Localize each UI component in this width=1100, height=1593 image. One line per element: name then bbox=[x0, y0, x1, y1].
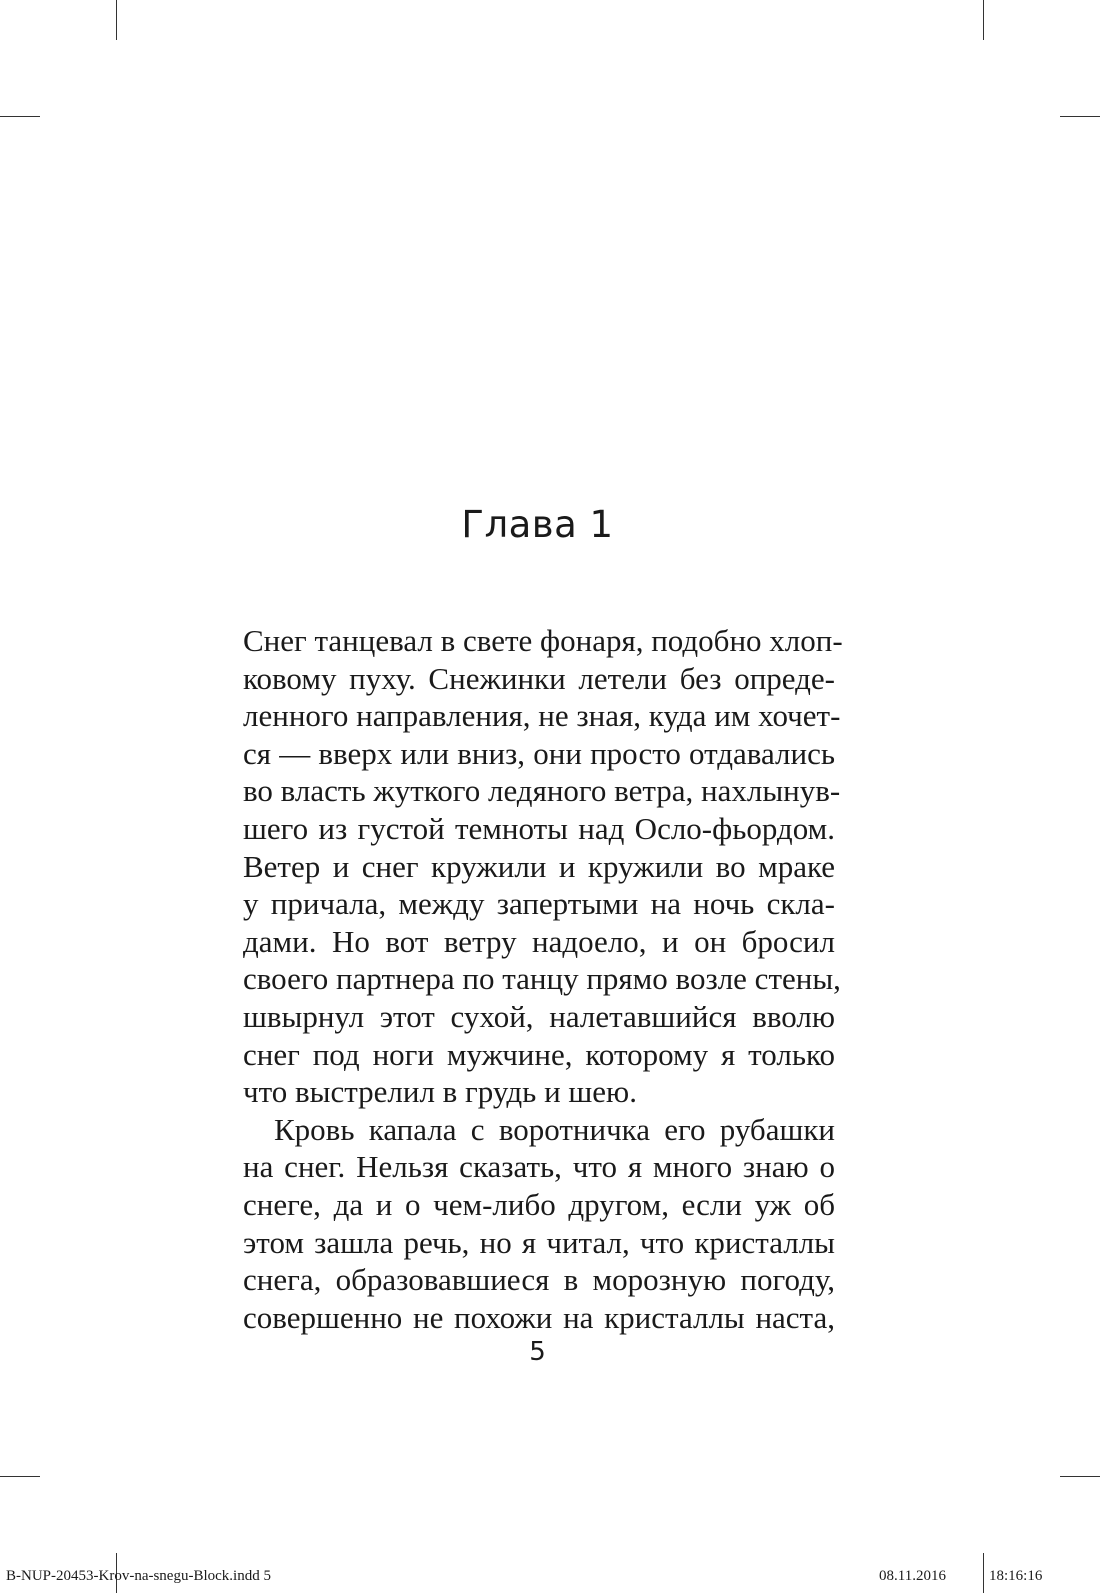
crop-mark bbox=[116, 0, 117, 40]
slug-time: 18:16:16 bbox=[989, 1568, 1043, 1584]
crop-mark bbox=[1060, 1476, 1100, 1477]
text-line: Кровь капала с воротничка его рубашки bbox=[274, 1111, 835, 1147]
chapter-title: Глава 1 bbox=[461, 503, 614, 546]
text-line: своего партнера по танцу прямо возле стены, bbox=[243, 961, 841, 997]
page-number: 5 bbox=[529, 1337, 546, 1367]
slug-file-name: B-NUP-20453-Krov-na-snegu-Block.indd 5 bbox=[6, 1568, 271, 1584]
crop-mark bbox=[983, 0, 984, 40]
crop-mark bbox=[983, 1553, 984, 1593]
text-line: во власть жуткого ледяного ветра, нахлынув- bbox=[243, 773, 841, 809]
text-line: что выстрелил в грудь и шею. bbox=[243, 1074, 637, 1110]
text-line: Снег танцевал в свете фонаря, подобно хлоп- bbox=[243, 623, 843, 658]
text-line: дами. Но вот ветру надоело, и он бросил bbox=[243, 923, 835, 959]
text-line: ленного направления, не зная, куда им хочет- bbox=[243, 698, 841, 734]
paragraph bbox=[243, 622, 843, 1111]
text-line: ся — вверх или вниз, они просто отдавались bbox=[243, 735, 835, 771]
slug-date: 08.11.2016 bbox=[879, 1568, 946, 1584]
text-line: этом зашла речь, но я читал, что кристаллы bbox=[243, 1224, 835, 1260]
text-line: снеге, да и о чем-либо другом, если уж об bbox=[243, 1186, 835, 1222]
text-line: Ветер и снег кружили и кружили во мраке bbox=[243, 848, 835, 884]
text-line: ковому пуху. Снежинки летели без опреде- bbox=[243, 660, 835, 696]
text-line: швырнул этот сухой, налетавшийся вволю bbox=[243, 998, 835, 1034]
text-line: снег под ноги мужчине, которому я только bbox=[243, 1036, 835, 1072]
crop-mark bbox=[1060, 116, 1100, 117]
crop-mark bbox=[0, 116, 40, 117]
text-line: снега, образовавшиеся в морозную погоду, bbox=[243, 1262, 835, 1298]
body-text bbox=[243, 622, 843, 1336]
text-line: совершенно не похожи на кристаллы наста, bbox=[243, 1299, 835, 1335]
paragraph bbox=[243, 1111, 835, 1337]
text-line: у причала, между запертыми на ночь скла- bbox=[243, 886, 835, 922]
text-line: на снег. Нельзя сказать, что я много знаю о bbox=[243, 1149, 835, 1185]
text-line: шего из густой темноты над Осло-фьордом. bbox=[243, 810, 835, 846]
crop-mark bbox=[0, 1476, 40, 1477]
